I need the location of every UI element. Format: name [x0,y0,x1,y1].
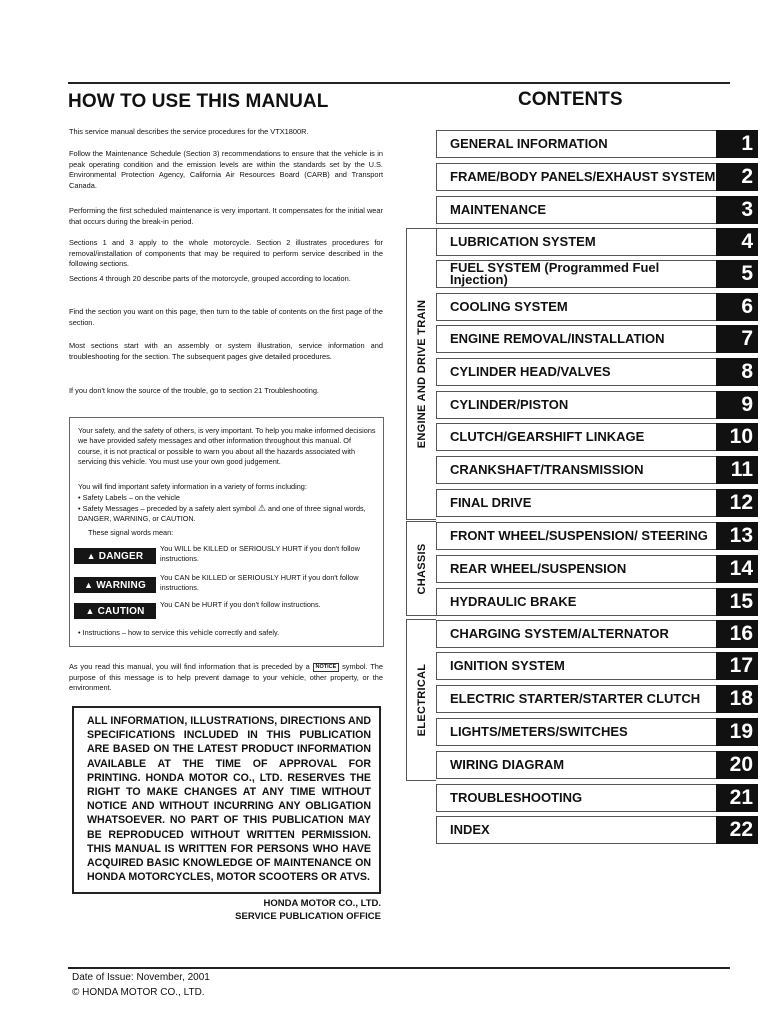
caution-text: CAUTION [97,605,145,617]
group-label-engine: ENGINE AND DRIVE TRAIN [415,299,428,449]
toc-entry-label: TROUBLESHOOTING [436,784,716,812]
toc-entry[interactable] [436,423,758,451]
notice-paragraph [69,662,383,694]
toc-section-number: 2 [716,163,758,191]
intro-paragraph: If you don't know the source of the trouble, go to section 21 Troubleshooting. [69,386,319,395]
toc-entry[interactable] [436,522,758,550]
notice-text-after: symbol. The purpose of this message is to help prevent damage to your vehicle, other property, or the environment. [69,662,383,693]
toc-entry[interactable] [436,816,758,844]
toc-entry[interactable] [436,620,758,648]
toc-entry-label: COOLING SYSTEM [436,293,716,321]
copyright: © HONDA MOTOR CO., LTD. [72,987,205,998]
group-engine-drive-train [406,228,436,520]
toc-section-number: 22 [716,816,758,844]
toc-entry[interactable] [436,456,758,484]
safety-instructions: • Instructions – how to service this vehicle correctly and safely. [78,628,280,637]
toc-entry[interactable] [436,718,758,746]
safety-bullet-labels: • Safety Labels – on the vehicle [78,493,180,502]
toc-entry-label: FUEL SYSTEM (Programmed Fuel Injection) [436,260,716,288]
toc-entry[interactable] [436,685,758,713]
toc-section-number: 20 [716,751,758,779]
toc-entry[interactable] [436,652,758,680]
caution-description: You CAN be HURT if you don't follow instructions. [160,600,321,609]
toc-entry-label: CYLINDER/PISTON [436,391,716,419]
group-electrical [406,619,436,781]
toc-section-number: 1 [716,130,758,158]
toc-entry[interactable] [436,489,758,517]
signoff-office: SERVICE PUBLICATION OFFICE [235,911,381,922]
toc-entry[interactable] [436,196,758,224]
toc-entry-label: GENERAL INFORMATION [436,130,716,158]
toc-entry-label: IGNITION SYSTEM [436,652,716,680]
toc-entry-label: LIGHTS/METERS/SWITCHES [436,718,716,746]
toc-section-number: 19 [716,718,758,746]
intro-paragraph: Follow the Maintenance Schedule (Section 3) recommendations to ensure that the vehicle is in peak operating condition and the emission levels are within the standards set by the U.S. Environmental Protection Agency, California Air Resources Board (CARB) and Transport Canada. [69,149,383,190]
toc-entry[interactable] [436,325,758,353]
safety-bullet-messages-a: • Safety Messages – preceded by a safety alert symbol [78,504,256,513]
group-chassis [406,521,436,616]
danger-text: DANGER [98,550,144,562]
legal-notice-box [72,706,381,894]
toc-section-number: 16 [716,620,758,648]
toc-entry-label: MAINTENANCE [436,196,716,224]
intro-paragraph: This service manual describes the service procedures for the VTX1800R. [69,127,309,136]
toc-section-number: 14 [716,555,758,583]
safety-forms-intro: You will find important safety information in a variety of forms including: [78,482,307,491]
bottom-rule [68,967,730,969]
toc-entry[interactable] [436,784,758,812]
toc-entry[interactable] [436,293,758,321]
toc-section-number: 3 [716,196,758,224]
toc-entry[interactable] [436,228,758,256]
signal-words-intro: These signal words mean: [88,528,174,537]
date-of-issue: Date of Issue: November, 2001 [72,972,210,983]
signoff-company: HONDA MOTOR CO., LTD. [263,898,381,909]
toc-section-number: 10 [716,423,758,451]
toc-entry-label: CRANKSHAFT/TRANSMISSION [436,456,716,484]
toc-section-number: 9 [716,391,758,419]
safety-box [69,417,384,647]
safety-bullet-messages-b: and one of three signal words, DANGER, WARNING, or CAUTION. [78,504,366,524]
intro-paragraph: Performing the first scheduled maintenance is very important. It compensates for the initial wear that occurs during the break-in period. [69,206,383,226]
toc-entry[interactable] [436,588,758,616]
warning-description: You CAN be KILLED or SERIOUSLY HURT if you don't follow instructions. [160,573,359,593]
group-label-chassis: CHASSIS [415,543,428,594]
toc-section-number: 11 [716,456,758,484]
toc-entry-label: FRAME/BODY PANELS/EXHAUST SYSTEM [436,163,716,191]
toc-entry-label: LUBRICATION SYSTEM [436,228,716,256]
alert-triangle-icon: ▲ [84,580,94,590]
toc-entry[interactable] [436,391,758,419]
toc-entry-label: FRONT WHEEL/SUSPENSION/ STEERING [436,522,716,550]
danger-label [74,548,156,564]
toc-section-number: 18 [716,685,758,713]
intro-paragraph: Find the section you want on this page, then turn to the table of contents on the first page of the section. [69,307,383,327]
safety-intro: Your safety, and the safety of others, is very important. To help you make informed decisions we have provided safety messages and other information throughout this manual. Of course, it is not practical or possible to warn you about all the hazards associated with servicing this vehicle. You must use your own good judgement. [78,426,376,467]
toc-entry-label: WIRING DIAGRAM [436,751,716,779]
warning-text: WARNING [96,579,146,591]
toc-entry[interactable] [436,130,758,158]
toc-entry-label: HYDRAULIC BRAKE [436,588,716,616]
toc-entry-label: ENGINE REMOVAL/INSTALLATION [436,325,716,353]
toc-entry[interactable] [436,163,758,191]
toc-entry[interactable] [436,358,758,386]
toc-section-number: 6 [716,293,758,321]
toc-entry[interactable] [436,751,758,779]
group-label-electrical: ELECTRICAL [415,663,428,737]
toc-entry-label: INDEX [436,816,716,844]
toc-section-number: 17 [716,652,758,680]
safety-alert-icon: ⚠ [257,503,266,513]
toc-section-number: 4 [716,228,758,256]
toc-entry-label: REAR WHEEL/SUSPENSION [436,555,716,583]
legal-notice-text: ALL INFORMATION, ILLUSTRATIONS, DIRECTIONS AND SPECIFICATIONS INCLUDED IN THIS PUBLICATION ARE BASED ON THE LATEST PRODUCT INFORMATION AVAILABLE AT THE TIME OF APPROVAL FOR PRINTING. HONDA MOTOR CO., LTD. RESERVES THE RIGHT TO MAKE CHANGES AT ANY TIME WITHOUT NOTICE AND WITHOUT INCURRING ANY OBLIGATION WHATSOEVER. NO PART OF THIS PUBLICATION MAY BE REPRODUCED WITHOUT WRITTEN PERMISSION. THIS MANUAL IS WRITTEN FOR PERSONS WHO HAVE ACQUIRED BASIC KNOWLEDGE OF MAINTENANCE ON HONDA MOTORCYCLES, MOTOR SCOOTERS OR ATVS. [87,715,371,884]
toc-entry[interactable] [436,555,758,583]
notice-text-before: As you read this manual, you will find information that is preceded by a [69,662,310,671]
toc-entry-label: FINAL DRIVE [436,489,716,517]
toc-entry[interactable] [436,260,758,288]
alert-triangle-icon: ▲ [85,606,95,616]
top-rule [68,82,730,84]
page-title: HOW TO USE THIS MANUAL [68,91,329,112]
toc-entry-label: CHARGING SYSTEM/ALTERNATOR [436,620,716,648]
toc-section-number: 21 [716,784,758,812]
intro-paragraph: Sections 1 and 3 apply to the whole motorcycle. Section 2 illustrates procedures for removal/installation of components that may be required to perform service described in the following sections. [69,238,383,269]
caution-label [74,603,156,619]
toc-section-number: 8 [716,358,758,386]
notice-tag: NOTICE [313,663,340,672]
toc-section-number: 13 [716,522,758,550]
toc-section-number: 15 [716,588,758,616]
safety-bullet-messages [78,503,376,525]
alert-triangle-icon: ▲ [86,551,96,561]
toc-entry-label: CYLINDER HEAD/VALVES [436,358,716,386]
intro-paragraph: Sections 4 through 20 describe parts of the motorcycle, grouped according to location. [69,274,351,283]
toc-section-number: 12 [716,489,758,517]
danger-description: You WILL be KILLED or SERIOUSLY HURT if you don't follow instructions. [160,544,360,564]
toc-section-number: 5 [716,260,758,288]
intro-paragraph: Most sections start with an assembly or system illustration, service information and troubleshooting for the section. The subsequent pages give detailed procedures. [69,341,383,361]
warning-label [74,577,156,593]
toc-entry-label: ELECTRIC STARTER/STARTER CLUTCH [436,685,716,713]
toc-section-number: 7 [716,325,758,353]
toc-entry-label: CLUTCH/GEARSHIFT LINKAGE [436,423,716,451]
contents-title: CONTENTS [518,89,623,110]
